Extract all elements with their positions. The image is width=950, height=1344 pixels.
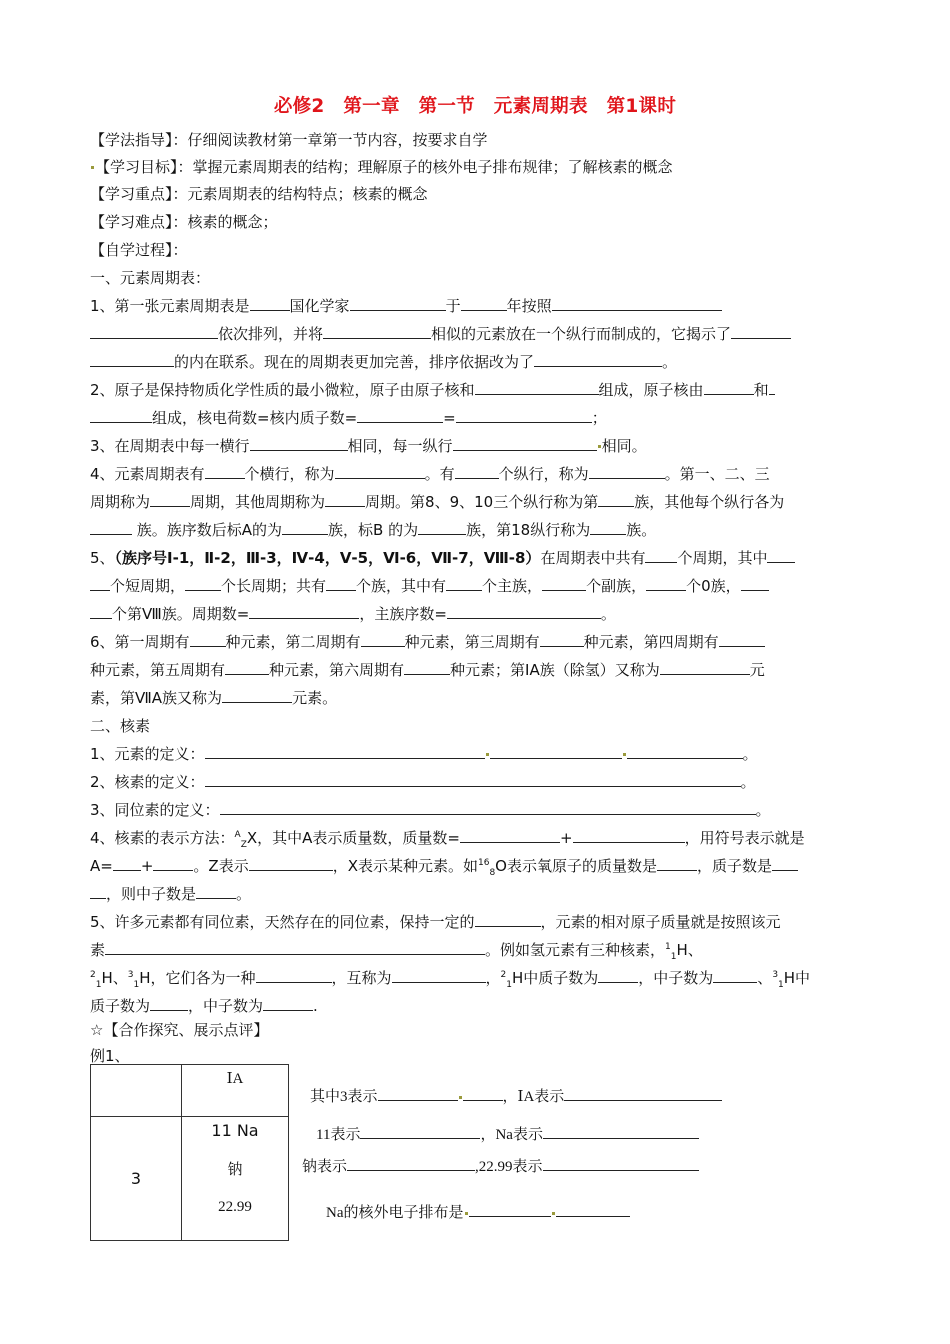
nuclide-q3: 3、同位素的定义： 。 — [90, 801, 771, 819]
blank[interactable] — [573, 828, 685, 843]
example-q-line-1: 其中3表示 ，ⅠA表示 — [310, 1086, 722, 1107]
nuclide-q1: 1、元素的定义： 。 — [90, 745, 758, 763]
blank[interactable] — [205, 464, 245, 479]
blank[interactable] — [469, 1202, 551, 1217]
question-5-line-1: 5、（族序号Ⅰ-1，Ⅱ-2，Ⅲ-3，Ⅳ-4，Ⅴ-5，Ⅵ-6，Ⅶ-7，Ⅷ-8）在周期表中共有 个周期，其中 — [90, 548, 795, 568]
blank[interactable] — [769, 380, 775, 395]
blank[interactable] — [392, 968, 486, 983]
blank[interactable] — [350, 296, 446, 311]
blank[interactable] — [552, 296, 722, 311]
blank[interactable] — [113, 856, 141, 871]
self-study-process: 【自学过程】： — [90, 241, 188, 259]
blank[interactable] — [645, 548, 677, 563]
question-2-line-1: 2、原子是保持物质化学性质的最小微粒，原子由原子核和 组成，原子核由 和 — [90, 380, 775, 400]
blank[interactable] — [225, 660, 269, 675]
blank[interactable] — [90, 604, 112, 619]
question-6-line-2: 种元素，第五周期有 种元素，第六周期有 种元素；第ⅠA族（除氢）又称为 元 — [90, 661, 765, 679]
period-label: 3 — [91, 1117, 182, 1241]
blank[interactable] — [105, 940, 485, 955]
blank[interactable] — [323, 324, 431, 339]
blank[interactable] — [205, 772, 741, 787]
question-1-line-2: 依次排列，并将 相似的元素放在一个纵行而制成的，它揭示了 — [90, 324, 791, 344]
blank[interactable] — [205, 744, 485, 759]
blank[interactable] — [90, 324, 218, 339]
blank[interactable] — [627, 744, 743, 759]
blank[interactable] — [90, 520, 132, 535]
nuclide-q5-line-4: 质子数为 ，中子数为 . — [90, 997, 318, 1015]
study-objective: 【学习目标】：掌握元素周期表的结构；理解原子的核外电子排布规律；了解核素的概念 — [90, 157, 673, 177]
blank[interactable] — [249, 604, 359, 619]
blank[interactable] — [250, 296, 290, 311]
blank[interactable] — [543, 1124, 699, 1139]
blank[interactable] — [772, 856, 798, 871]
blank[interactable] — [543, 1156, 699, 1171]
blank[interactable] — [150, 996, 188, 1011]
blank[interactable] — [90, 576, 110, 591]
blank[interactable] — [455, 464, 499, 479]
nuclide-q2: 2、核素的定义： 。 — [90, 773, 756, 791]
blank[interactable] — [256, 968, 332, 983]
blank[interactable] — [250, 436, 348, 451]
section-periodic-table: 一、元素周期表： — [90, 269, 211, 287]
blank[interactable] — [556, 1202, 630, 1217]
blank[interactable] — [490, 744, 622, 759]
blank[interactable] — [704, 380, 754, 395]
blank[interactable] — [475, 380, 599, 395]
blank[interactable] — [475, 912, 541, 927]
page-title: 必修2 第一章 第一节 元素周期表 第1课时 — [273, 96, 677, 117]
blank[interactable] — [190, 632, 226, 647]
blank[interactable] — [90, 352, 174, 367]
blank[interactable] — [446, 576, 482, 591]
study-focus: 【学习重点】：元素周期表的结构特点；核素的概念 — [90, 185, 428, 203]
question-2-line-2: 组成，核电荷数=核内质子数= = ； — [90, 408, 607, 428]
blank[interactable] — [447, 604, 601, 619]
nuclide-q5-line-3: $^2_1$H、$^3_1$H，它们各为一种 ，互称为 ，$^2_1$H中质子数为 ，中子数为 、$^3_1$H中 — [90, 969, 811, 990]
blank[interactable] — [646, 576, 686, 591]
blank[interactable] — [564, 1086, 722, 1101]
blank[interactable] — [534, 352, 662, 367]
question-5-line-2: 个短周期， 个长周期；共有 个族，其中有 个主族， 个副族， 个0族， — [90, 576, 769, 596]
blank[interactable] — [378, 1086, 458, 1101]
blank[interactable] — [461, 296, 507, 311]
question-6-line-1: 6、第一周期有 种元素，第二周期有 种元素，第三周期有 种元素，第四周期有 — [90, 632, 765, 652]
blank[interactable] — [249, 856, 333, 871]
nuclide-q5-line-2: 素 。例如氢元素有三种核素，$^1_1$H、 — [90, 941, 703, 962]
question-3: 3、在周期表中每一横行 相同，每一纵行 相同。 — [90, 437, 647, 455]
blank[interactable] — [282, 520, 328, 535]
nuclide-q5-line-1: 5、许多元素都有同位素，天然存在的同位素，保持一定的 ，元素的相对原子质量就是按照该元 — [90, 913, 781, 931]
element-sodium-cell — [182, 1117, 289, 1241]
question-4-line-3: 族。族序数后标A的为 族，标B 的为 族，第18纵行称为 族。 — [90, 520, 656, 540]
blank[interactable] — [589, 464, 665, 479]
example-q-line-2: 11表示 ，Na表示 — [316, 1124, 699, 1145]
example-1-label: 例1、 — [90, 1047, 130, 1065]
atomic-number-symbol: 11 Na — [211, 1121, 259, 1140]
blank[interactable] — [357, 408, 443, 423]
blank[interactable] — [222, 688, 292, 703]
empty-cell — [91, 1065, 182, 1117]
blank[interactable] — [719, 632, 765, 647]
blank[interactable] — [657, 856, 697, 871]
blank[interactable] — [460, 828, 560, 843]
blank[interactable] — [731, 324, 791, 339]
blank[interactable] — [326, 576, 356, 591]
blank[interactable] — [263, 996, 313, 1011]
element-cell-table — [90, 1064, 289, 1241]
nuclide-q4-line-2: A= + 。Z表示 ，X表示某种元素。如$^{16}_8$O表示氧原子的质量数是 ，质子数是 — [90, 856, 798, 876]
study-guide: 【学法指导】：仔细阅读教材第一章第一节内容，按要求自学 — [90, 131, 488, 149]
blank[interactable] — [347, 1156, 475, 1171]
question-4-line-1: 4、元素周期表有 个横行，称为 。有 个纵行，称为 。第一、二、三 — [90, 465, 770, 483]
blank[interactable] — [456, 408, 592, 423]
nuclide-q4-line-3: ，则中子数是 。 — [90, 884, 251, 904]
example-q-line-4: Na的核外电子排布是 — [326, 1202, 630, 1223]
blank[interactable] — [660, 660, 750, 675]
blank[interactable] — [598, 492, 634, 507]
blank[interactable] — [404, 660, 450, 675]
blank[interactable] — [463, 1086, 503, 1101]
blank[interactable] — [590, 520, 626, 535]
question-5-line-3: 个第Ⅷ族。周期数= ，主族序数= 。 — [90, 604, 616, 624]
blank[interactable] — [220, 800, 756, 815]
blank[interactable] — [90, 884, 106, 899]
blank[interactable] — [90, 408, 152, 423]
blank[interactable] — [185, 576, 221, 591]
blank[interactable] — [767, 548, 795, 563]
example-q-line-3: 钠表示 ,22.99表示 — [302, 1156, 699, 1177]
blank[interactable] — [418, 520, 466, 535]
blank[interactable] — [741, 576, 769, 591]
question-6-line-3: 素，第ⅦA族又称为 元素。 — [90, 689, 338, 707]
section-nuclide: 二、核素 — [90, 717, 151, 735]
group-label: ⅠA — [182, 1065, 289, 1117]
blank[interactable] — [713, 968, 757, 983]
question-1-line-1: 1、第一张元素周期表是 国化学家 于 年按照 — [90, 296, 722, 316]
element-name: 钠 — [227, 1160, 243, 1178]
blank[interactable] — [361, 632, 405, 647]
question-1-line-3: 的内在联系。现在的周期表更加完善，排序依据改为了 。 — [90, 352, 677, 372]
blank[interactable] — [453, 436, 597, 451]
blank[interactable] — [542, 576, 586, 591]
blank[interactable] — [153, 856, 193, 871]
blank[interactable] — [540, 632, 584, 647]
blank[interactable] — [360, 1124, 480, 1139]
study-difficulty: 【学习难点】：核素的概念； — [90, 213, 278, 231]
blank[interactable] — [598, 968, 638, 983]
blank[interactable] — [335, 464, 425, 479]
question-4-line-2: 周期称为 周期，其他周期称为 周期。第8、9、10三个纵行称为第 族，其他每个纵行各为 — [90, 493, 785, 511]
blank[interactable] — [150, 492, 190, 507]
blank[interactable] — [196, 884, 236, 899]
blank[interactable] — [325, 492, 365, 507]
nuclide-q4-line-1: 4、核素的表示方法：$^A_Z$X，其中A表示质量数，质量数= + ，用符号表示就是 — [90, 829, 805, 850]
cooperative-inquiry-heading: ☆【合作探究、展示点评】 — [90, 1021, 269, 1039]
atomic-mass: 22.99 — [218, 1199, 252, 1215]
